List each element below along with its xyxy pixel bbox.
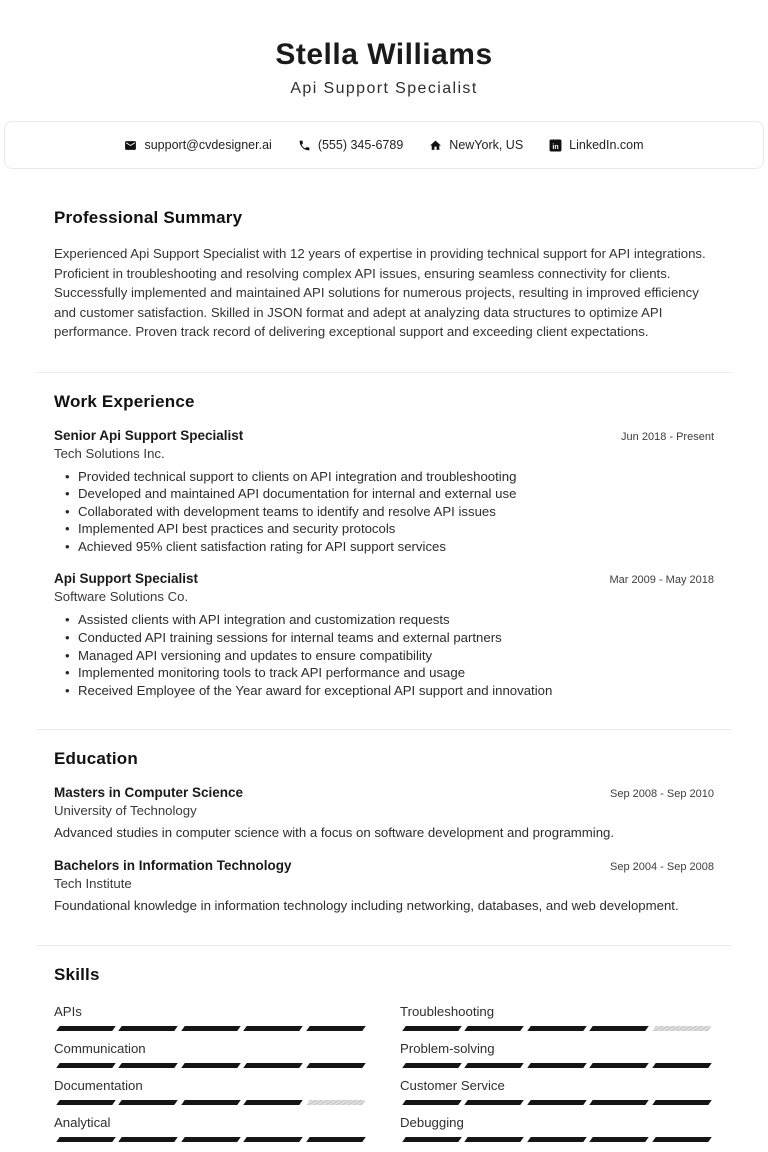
summary-heading: Professional Summary bbox=[54, 208, 243, 227]
skill-segment-filled bbox=[465, 1026, 525, 1031]
home-icon bbox=[429, 139, 442, 152]
skill-level-bar bbox=[400, 1063, 714, 1068]
skill-segment-filled bbox=[402, 1063, 462, 1068]
job-bullet: • Conducted API training sessions for internal teams and external partners bbox=[78, 629, 714, 647]
job-bullet: • Collaborated with development teams to identify and resolve API issues bbox=[78, 503, 714, 521]
skill-segment-filled bbox=[181, 1100, 241, 1105]
job-bullet-list bbox=[54, 468, 714, 556]
job-bullet: • Provided technical support to clients on API integration and troubleshooting bbox=[78, 468, 714, 486]
skills-column-left bbox=[54, 1004, 368, 1152]
linkedin-icon bbox=[549, 139, 562, 152]
contact-phone-text: (555) 345-6789 bbox=[317, 138, 404, 152]
skill-segment-filled bbox=[181, 1137, 241, 1142]
skill-segment-filled bbox=[56, 1137, 116, 1142]
skill-segment-filled bbox=[306, 1026, 366, 1031]
skills-column-right bbox=[400, 1004, 714, 1152]
skill-segment-filled bbox=[465, 1137, 525, 1142]
degree-title: Bachelors in Information Technology bbox=[54, 858, 292, 874]
contact-bar bbox=[4, 121, 764, 169]
skills-grid bbox=[54, 1004, 714, 1152]
skill-segment-filled bbox=[243, 1063, 303, 1068]
skill-segment-filled bbox=[652, 1063, 712, 1068]
degree-dates: Sep 2004 - Sep 2008 bbox=[610, 861, 714, 874]
skill-level-bar bbox=[400, 1100, 714, 1105]
skill-level-bar bbox=[54, 1063, 368, 1068]
contact-email-text: support@cvdesigner.ai bbox=[144, 138, 272, 152]
svg-text:in: in bbox=[552, 143, 559, 151]
skill-item bbox=[400, 1078, 714, 1105]
skill-item bbox=[54, 1115, 368, 1142]
skill-name: Problem-solving bbox=[400, 1041, 495, 1057]
degree-school: Tech Institute bbox=[54, 876, 132, 892]
section-skills bbox=[54, 965, 714, 1152]
skill-name: Customer Service bbox=[400, 1078, 505, 1094]
job-bullet: • Achieved 95% client satisfaction rating for API support services bbox=[78, 538, 714, 556]
skill-segment-filled bbox=[527, 1137, 587, 1142]
degree-header bbox=[54, 858, 714, 873]
skill-segment-filled bbox=[652, 1137, 712, 1142]
skill-name: Troubleshooting bbox=[400, 1004, 495, 1020]
job-bullet: • Received Employee of the Year award for exceptional API support and innovation bbox=[78, 682, 714, 700]
job-company: Tech Solutions Inc. bbox=[54, 445, 165, 461]
job-bullet: • Managed API versioning and updates to ensure compatibility bbox=[78, 647, 714, 665]
skill-segment-filled bbox=[56, 1063, 116, 1068]
skill-level-bar bbox=[400, 1026, 714, 1031]
skill-segment-empty bbox=[652, 1026, 712, 1031]
skill-level-bar bbox=[54, 1026, 368, 1031]
section-divider bbox=[36, 945, 732, 946]
skill-segment-filled bbox=[402, 1137, 462, 1142]
skill-segment-filled bbox=[56, 1100, 116, 1105]
skill-segment-filled bbox=[402, 1100, 462, 1105]
skill-segment-filled bbox=[652, 1100, 712, 1105]
summary-text: Experienced Api Support Specialist with 12 years of expertise in providing technical support for API integrations. Proficient in troubleshooting and resolving complex API issues, ensuring seamless connectivity for clients. Successfully implemented and maintained API solutions for numerous projects, resulting in improved efficiency and customer satisfaction. Skilled in JSON format and adept at analyzing data structures to optimize API performance. Proven track record of delivering exceptional support and exceeding client expectations. bbox=[54, 246, 706, 339]
skill-segment-filled bbox=[119, 1100, 179, 1105]
skill-segment-filled bbox=[465, 1100, 525, 1105]
experience-heading: Work Experience bbox=[54, 391, 195, 411]
skill-segment-filled bbox=[56, 1026, 116, 1031]
skill-name: Analytical bbox=[54, 1115, 111, 1131]
degree-school: University of Technology bbox=[54, 803, 197, 819]
degree-header bbox=[54, 785, 714, 800]
skill-segment-filled bbox=[306, 1137, 366, 1142]
degree-entry bbox=[54, 858, 714, 915]
section-divider bbox=[36, 729, 732, 730]
contact-linkedin-text: LinkedIn.com bbox=[569, 138, 644, 152]
skill-segment-filled bbox=[181, 1063, 241, 1068]
job-entry bbox=[54, 428, 714, 556]
skill-item bbox=[400, 1115, 714, 1142]
skill-segment-filled bbox=[589, 1026, 649, 1031]
skill-name: Documentation bbox=[54, 1078, 143, 1094]
job-header bbox=[54, 428, 714, 443]
phone-icon bbox=[298, 139, 311, 152]
person-job-title: Api Support Specialist bbox=[290, 80, 478, 97]
skill-level-bar bbox=[54, 1137, 368, 1142]
skill-name: Debugging bbox=[400, 1115, 464, 1131]
degree-description: Advanced studies in computer science with a focus on software development and programming. bbox=[54, 825, 615, 841]
section-divider bbox=[36, 372, 732, 373]
skill-segment-filled bbox=[465, 1063, 525, 1068]
skill-segment-filled bbox=[527, 1063, 587, 1068]
skill-item bbox=[54, 1004, 368, 1031]
degree-description: Foundational knowledge in information technology including networking, databases, and web development. bbox=[54, 898, 679, 914]
job-dates: Jun 2018 - Present bbox=[621, 430, 714, 443]
skill-segment-filled bbox=[119, 1137, 179, 1142]
job-title: Api Support Specialist bbox=[54, 571, 199, 587]
skill-segment-filled bbox=[402, 1026, 462, 1031]
skill-segment-filled bbox=[243, 1100, 303, 1105]
job-header bbox=[54, 571, 714, 586]
education-heading: Education bbox=[54, 749, 138, 769]
skill-segment-filled bbox=[243, 1137, 303, 1142]
degree-dates: Sep 2008 - Sep 2010 bbox=[610, 788, 714, 801]
skill-segment-filled bbox=[589, 1100, 649, 1105]
job-bullet: • Developed and maintained API documentation for internal and external use bbox=[78, 485, 714, 503]
skill-segment-filled bbox=[527, 1026, 587, 1031]
contact-phone bbox=[298, 138, 403, 152]
resume-header bbox=[0, 38, 768, 169]
contact-location bbox=[429, 138, 523, 152]
skill-item bbox=[400, 1004, 714, 1031]
section-work-experience bbox=[54, 392, 714, 700]
contact-location-text: NewYork, US bbox=[449, 138, 524, 152]
skill-level-bar bbox=[54, 1100, 368, 1105]
skill-segment-filled bbox=[119, 1026, 179, 1031]
skill-item bbox=[400, 1041, 714, 1068]
skill-level-bar bbox=[400, 1137, 714, 1142]
job-company: Software Solutions Co. bbox=[54, 589, 189, 605]
job-dates: Mar 2009 - May 2018 bbox=[609, 574, 714, 587]
section-education bbox=[54, 749, 714, 915]
job-title: Senior Api Support Specialist bbox=[54, 427, 244, 443]
skill-name: Communication bbox=[54, 1041, 146, 1057]
skill-segment-filled bbox=[243, 1026, 303, 1031]
degree-entry bbox=[54, 785, 714, 842]
skill-name: APIs bbox=[54, 1004, 82, 1020]
job-entry bbox=[54, 571, 714, 699]
job-bullet-list bbox=[54, 611, 714, 699]
skill-segment-filled bbox=[589, 1137, 649, 1142]
skill-segment-filled bbox=[527, 1100, 587, 1105]
mail-icon bbox=[124, 139, 137, 152]
skill-segment-empty bbox=[306, 1100, 366, 1105]
skill-item bbox=[54, 1041, 368, 1068]
person-name: Stella Williams bbox=[275, 38, 493, 71]
contact-linkedin bbox=[549, 138, 643, 152]
degree-title: Masters in Computer Science bbox=[54, 785, 244, 801]
skills-heading: Skills bbox=[54, 965, 100, 985]
contact-email bbox=[124, 138, 271, 152]
resume-body bbox=[0, 208, 768, 1152]
job-bullet: • Implemented API best practices and security protocols bbox=[78, 520, 714, 538]
skill-segment-filled bbox=[181, 1026, 241, 1031]
skill-segment-filled bbox=[306, 1063, 366, 1068]
skill-segment-filled bbox=[589, 1063, 649, 1068]
job-bullet: • Assisted clients with API integration and customization requests bbox=[78, 611, 714, 629]
skill-segment-filled bbox=[119, 1063, 179, 1068]
skill-item bbox=[54, 1078, 368, 1105]
section-summary bbox=[54, 208, 714, 342]
job-bullet: • Implemented monitoring tools to track API performance and usage bbox=[78, 664, 714, 682]
